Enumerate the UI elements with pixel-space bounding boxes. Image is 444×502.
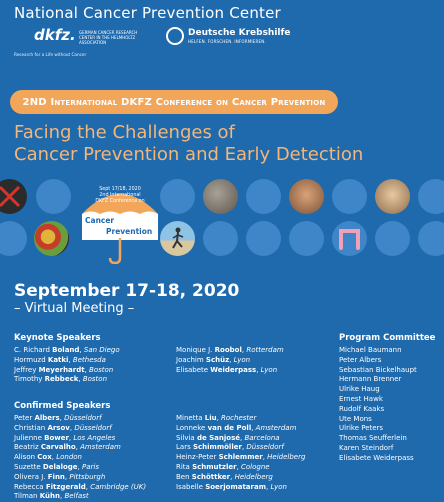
- speaker-city: Pittsburgh: [69, 472, 106, 481]
- deutsche-krebshilfe-logo: [166, 27, 291, 51]
- list-item: Hormuzd Katki, Bethesda: [14, 355, 106, 364]
- speaker-city: Rotterdam: [246, 346, 284, 354]
- list-item: Karen Steindorf: [339, 443, 394, 452]
- list-item: Ulrike Peters: [339, 424, 384, 433]
- committee-list: [339, 346, 417, 464]
- partner-subtitle: HELFEN. FORSCHEN. INFORMIEREN.: [188, 39, 266, 44]
- list-item: Julienne Bower, Los Angeles: [14, 433, 116, 442]
- speaker-city: Cologne: [241, 462, 270, 471]
- dkfz-logo-subtitle: GERMAN CANCER RESEARCH CENTER IN THE HELMHOLTZ ASSOCIATION: [79, 30, 138, 45]
- committee-heading: Program Committee: [339, 333, 436, 343]
- speaker-city: Düsseldorf: [246, 443, 284, 452]
- speaker-first-name: Joachim: [176, 355, 206, 364]
- speaker-first-name: Peter: [14, 414, 35, 422]
- list-item: Michael Baumann: [339, 346, 402, 354]
- speaker-last-name: Soerjomataram: [205, 482, 267, 491]
- list-item: Lars Schimmöller, Düsseldorf: [176, 443, 284, 452]
- speaker-first-name: Beatriz: [14, 443, 41, 452]
- face-photo: [289, 179, 324, 214]
- logo-conference: DKFZ Conference on: [95, 199, 145, 204]
- speaker-first-name: Christian: [14, 423, 48, 432]
- speaker-first-name: Lonneke: [176, 423, 208, 432]
- conference-banner: [10, 90, 338, 114]
- list-item: Rudolf Kaaks: [339, 404, 385, 413]
- speaker-first-name: Rita: [176, 462, 193, 471]
- logo-dates: Sept 17/18, 2020: [99, 187, 141, 192]
- dkfz-logo-word: dkfz.: [34, 26, 76, 44]
- speaker-city: Paris: [82, 462, 99, 471]
- speaker-city: Lyon: [260, 365, 278, 374]
- list-item: Christian Arsov, Düsseldorf: [14, 423, 112, 432]
- speaker-last-name: Schmutzler: [192, 462, 237, 471]
- list-item: Ute Mons: [339, 414, 372, 423]
- speaker-last-name: Boland: [52, 346, 80, 354]
- speaker-last-name: Roobol: [214, 346, 242, 354]
- speaker-last-name: Delaloge: [42, 462, 78, 471]
- list-item: Ernest Hawk: [339, 394, 383, 403]
- keynote-heading: Keynote Speakers: [14, 333, 101, 343]
- confirmed-heading: Confirmed Speakers: [14, 401, 111, 411]
- decorative-circle: [375, 221, 410, 256]
- speaker-city: Amsterdam: [80, 443, 121, 452]
- list-item: Suzette Delaloge, Paris: [14, 462, 99, 471]
- speaker-city: Bethesda: [72, 355, 106, 364]
- keynote-list-2: [176, 346, 284, 375]
- list-item: Timothy Rebbeck, Boston: [14, 375, 108, 384]
- speaker-city: Los Angeles: [73, 433, 116, 442]
- speaker-city: San Diego: [83, 346, 120, 354]
- speaker-first-name: Monique J.: [176, 346, 215, 354]
- decorative-circle: [203, 221, 238, 256]
- list-item: Ben Schöttker, Heidelberg: [176, 472, 273, 481]
- speaker-first-name: Olivera J.: [14, 472, 48, 481]
- speaker-first-name: Timothy: [14, 375, 45, 384]
- logo-word-prevention: Prevention: [106, 227, 153, 236]
- speaker-first-name: Isabelle: [176, 482, 206, 491]
- speaker-last-name: Schimmöller: [192, 443, 242, 452]
- runner-photo: [160, 221, 195, 256]
- speaker-last-name: Weiderpass: [210, 365, 257, 374]
- list-item: Elisabete Weiderpass, Lyon: [176, 365, 278, 374]
- speaker-last-name: Fitzgerald: [45, 482, 86, 491]
- speaker-last-name: Arsov: [47, 423, 70, 432]
- cells-photo: [203, 179, 238, 214]
- speaker-last-name: Finn: [47, 472, 65, 481]
- speaker-last-name: Kühn: [39, 492, 60, 501]
- list-item: Joachim Schüz, Lyon: [176, 355, 251, 364]
- speaker-first-name: Lars: [176, 443, 193, 452]
- list-item: Rebecca Fitzgerald, Cambridge (UK): [14, 482, 147, 491]
- speaker-city: London: [56, 453, 82, 462]
- speaker-city: Belfast: [64, 492, 89, 501]
- decorative-circle: [418, 221, 444, 256]
- speaker-first-name: C. Richard: [14, 346, 53, 354]
- speaker-first-name: Ben: [176, 472, 192, 481]
- decorative-circle: [418, 179, 444, 214]
- speaker-first-name: Tilman: [14, 492, 40, 501]
- confirmed-list-1: [14, 414, 146, 502]
- speaker-first-name: Elisabete: [176, 365, 211, 374]
- speaker-first-name: Silvia: [176, 433, 197, 442]
- list-item: Isabelle Soerjomataram, Lyon: [176, 482, 287, 491]
- list-item: Hermann Brenner: [339, 375, 402, 384]
- list-item: Jeffrey Meyerhardt, Boston: [14, 365, 114, 374]
- list-item: Peter Albers, Düsseldorf: [14, 414, 102, 422]
- logo-word-cancer: Cancer: [85, 216, 115, 225]
- speaker-first-name: Rebecca: [14, 482, 46, 491]
- speaker-city: Amsterdam: [255, 423, 297, 432]
- keynote-list-1: [14, 346, 120, 385]
- speaker-city: Barcelona: [244, 433, 280, 442]
- page-title: [14, 122, 363, 166]
- speaker-last-name: Liu: [204, 414, 217, 422]
- decorative-circle: [36, 179, 71, 214]
- speaker-first-name: Suzette: [14, 462, 43, 471]
- speaker-last-name: Katki: [47, 355, 69, 364]
- speaker-last-name: Meyerhardt: [38, 365, 85, 374]
- speaker-first-name: Julienne: [14, 433, 45, 442]
- conference-logo: [80, 180, 160, 264]
- speaker-city: Cambridge (UK): [90, 482, 147, 491]
- speaker-city: Lyon: [233, 355, 251, 364]
- speaker-first-name: Jeffrey: [14, 365, 39, 374]
- people-photo: [375, 179, 410, 214]
- speaker-last-name: Albers: [34, 414, 60, 422]
- decorative-circle: [289, 221, 324, 256]
- food-photo: [34, 221, 69, 256]
- speaker-city: Düsseldorf: [64, 414, 102, 422]
- speaker-city: Heidelberg: [234, 472, 273, 481]
- krebshilfe-emblem-icon: [166, 27, 184, 45]
- list-item: Monique J. Roobol, Rotterdam: [176, 346, 284, 354]
- colon-icon: [332, 221, 367, 256]
- list-item: Ulrike Haug: [339, 385, 380, 394]
- title-line-2: Cancer Prevention and Early Detection: [14, 144, 364, 165]
- list-item: Tilman Kühn, Belfast: [14, 492, 89, 501]
- list-item: Lonneke van de Poll, Amsterdam: [176, 423, 297, 432]
- decorative-circle: [160, 179, 195, 214]
- speaker-first-name: Alison: [14, 453, 38, 462]
- title-line-1: Facing the Challenges of: [14, 122, 235, 143]
- list-item: Olivera J. Finn, Pittsburgh: [14, 472, 106, 481]
- speaker-city: Boston: [89, 365, 114, 374]
- list-item: Sebastian Bickelhaupt: [339, 365, 417, 374]
- colon-illustration: [332, 221, 367, 256]
- list-item: Minetta Liu, Rochester: [176, 414, 257, 422]
- speaker-last-name: Bower: [44, 433, 69, 442]
- banner-text: 2ND International DKFZ Conference on Cancer Prevention: [22, 96, 326, 108]
- speaker-first-name: Minetta: [176, 414, 205, 422]
- dkfz-tagline: Research for a Life without Cancer: [14, 52, 87, 57]
- speaker-city: Rochester: [221, 414, 257, 422]
- speaker-last-name: Carvalho: [40, 443, 76, 452]
- speaker-first-name: Heinz-Peter: [176, 453, 219, 462]
- list-item: Thomas Seufferlein: [339, 434, 407, 443]
- no-smoking-icon: [0, 179, 27, 214]
- list-item: Heinz-Peter Schlemmer, Heidelberg: [176, 453, 306, 462]
- runner-icon: [160, 221, 195, 256]
- speaker-city: Heidelberg: [267, 453, 306, 462]
- decorative-circle: [246, 179, 281, 214]
- decorative-circle: [246, 221, 281, 256]
- speaker-first-name: Hormuzd: [14, 355, 48, 364]
- center-name: National Cancer Prevention Center: [14, 4, 281, 22]
- decorative-circle: [332, 179, 367, 214]
- list-item: Elisabete Weiderpass: [339, 453, 414, 462]
- no-smoking-photo: [0, 179, 27, 214]
- list-item: C. Richard Boland, San Diego: [14, 346, 120, 354]
- logo-edition: 2nd International: [99, 193, 141, 198]
- list-item: Beatriz Carvalho, Amsterdam: [14, 443, 121, 452]
- speaker-city: Boston: [82, 375, 108, 384]
- speaker-last-name: van de Poll: [207, 423, 252, 432]
- list-item: Peter Albers: [339, 355, 382, 364]
- event-date: September 17-18, 2020: [14, 281, 240, 301]
- speaker-last-name: Schlemmer: [218, 453, 263, 462]
- speaker-last-name: Schöttker: [191, 472, 231, 481]
- list-item: Silvia de Sanjosé, Barcelona: [176, 433, 280, 442]
- speaker-last-name: de Sanjosé: [196, 433, 241, 442]
- event-format: – Virtual Meeting –: [14, 301, 135, 316]
- list-item: Alison Cox, London: [14, 453, 82, 462]
- speaker-last-name: Rebbeck: [44, 375, 79, 384]
- list-item: Rita Schmutzler, Cologne: [176, 462, 270, 471]
- speaker-city: Lyon: [270, 482, 287, 491]
- decorative-circle: [0, 221, 27, 256]
- confirmed-list-2: [176, 414, 305, 492]
- speaker-last-name: Schüz: [205, 355, 230, 364]
- partner-name: Deutsche Krebshilfe: [188, 28, 291, 38]
- speaker-city: Düsseldorf: [74, 423, 112, 432]
- speaker-last-name: Cox: [37, 453, 52, 462]
